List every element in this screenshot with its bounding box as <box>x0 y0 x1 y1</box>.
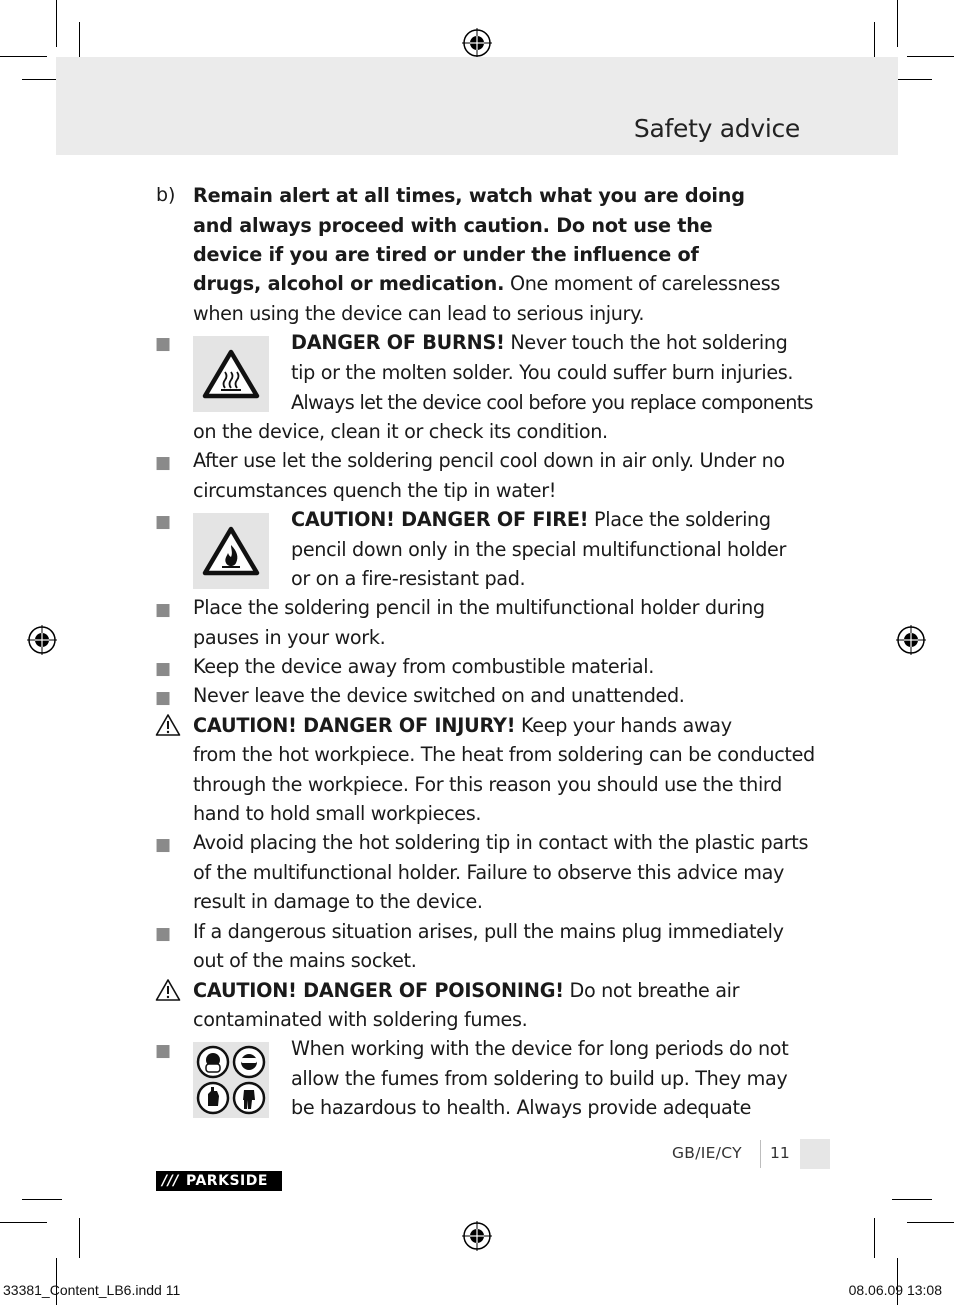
poisoning-text: Do not breathe air <box>563 979 740 1002</box>
page-title: Safety advice <box>633 114 800 143</box>
fumes-line: When working with the device for long periods do not <box>291 1037 789 1060</box>
crop-mark <box>79 1218 80 1258</box>
combustible-line: Keep the device away from combustible material. <box>193 655 654 678</box>
burns-line: on the device, clean it or check its condition. <box>193 420 608 443</box>
injury-line: from the hot workpiece. The heat from soldering can be conducted <box>193 743 815 766</box>
injury-heading: CAUTION! DANGER OF INJURY! <box>193 714 516 737</box>
burns-line <box>291 328 788 358</box>
fire-heading: CAUTION! DANGER OF FIRE! <box>291 508 589 531</box>
burns-heading: DANGER OF BURNS! <box>291 331 505 354</box>
print-slug-file: 33381_Content_LB6.indd 11 <box>3 1282 181 1298</box>
hot-surface-warning-icon <box>193 336 269 412</box>
poisoning-line: contaminated with soldering fumes. <box>193 1008 528 1031</box>
burns-line: Always let the device cool before you replace components <box>291 391 813 414</box>
flammable-warning-icon <box>193 513 269 589</box>
cooldown-line: circumstances quench the tip in water! <box>193 479 557 502</box>
footer-divider <box>760 1140 761 1168</box>
fire-text: Place the soldering <box>588 508 771 531</box>
square-bullet-icon: ■ <box>155 659 172 679</box>
crop-mark <box>874 22 875 62</box>
crop-mark <box>897 0 898 47</box>
crop-mark <box>22 1199 62 1200</box>
danger-plug-line: If a dangerous situation arises, pull the mains plug immediately <box>193 920 784 943</box>
crop-mark <box>0 56 47 57</box>
crop-mark <box>79 22 80 62</box>
crop-mark <box>907 1222 954 1223</box>
fire-line: pencil down only in the special multifunctional holder <box>291 538 787 561</box>
plastic-line: Avoid placing the hot soldering tip in contact with the plastic parts <box>193 831 809 854</box>
crop-mark <box>0 1222 47 1223</box>
footer-language: GB/IE/CY <box>672 1144 742 1162</box>
holder-line: pauses in your work. <box>193 626 386 649</box>
fire-line: or on a fire-resistant pad. <box>291 567 526 590</box>
logo-text: PARKSIDE <box>186 1173 268 1189</box>
section-b-line: Remain alert at all times, watch what you are doing <box>193 184 745 207</box>
registration-mark-icon <box>462 1221 492 1251</box>
page-number: 11 <box>770 1144 790 1162</box>
square-bullet-icon: ■ <box>155 924 172 944</box>
square-bullet-icon: ■ <box>155 600 172 620</box>
crop-mark <box>892 1199 932 1200</box>
injury-text: Keep your hands away <box>515 714 732 737</box>
holder-line: Place the soldering pencil in the multifunctional holder during <box>193 596 765 619</box>
protective-equipment-icons <box>193 1042 269 1118</box>
square-bullet-icon: ■ <box>155 835 172 855</box>
section-b-line <box>193 269 780 299</box>
registration-mark-icon <box>27 625 57 655</box>
square-bullet-icon: ■ <box>155 688 172 708</box>
poisoning-line <box>193 976 739 1006</box>
logo-slashes: /// <box>162 1173 179 1189</box>
registration-mark-icon <box>462 28 492 58</box>
injury-line: hand to hold small workpieces. <box>193 802 482 825</box>
section-b-text-tail: One moment of carelessness <box>504 272 781 295</box>
injury-line: through the workpiece. For this reason you should use the third <box>193 773 782 796</box>
section-b-line: when using the device can lead to serious injury. <box>193 302 645 325</box>
burns-text: Never touch the hot soldering <box>504 331 788 354</box>
fumes-line: be hazardous to health. Always provide adequate <box>291 1096 752 1119</box>
square-bullet-icon: ■ <box>155 1041 172 1061</box>
unattended-line: Never leave the device switched on and unattended. <box>193 684 685 707</box>
square-bullet-icon: ■ <box>155 334 172 354</box>
warning-triangle-icon <box>155 713 181 737</box>
crop-mark <box>892 79 932 80</box>
burns-line: tip or the molten solder. You could suffer burn injuries. <box>291 361 794 384</box>
section-b-line: device if you are tired or under the influence of <box>193 243 699 266</box>
square-bullet-icon: ■ <box>155 453 172 473</box>
square-bullet-icon: ■ <box>155 512 172 532</box>
fire-line <box>291 505 771 535</box>
fumes-line: allow the fumes from soldering to build up. They may <box>291 1067 788 1090</box>
poisoning-heading: CAUTION! DANGER OF POISONING! <box>193 979 564 1002</box>
danger-plug-line: out of the mains socket. <box>193 949 417 972</box>
warning-triangle-icon <box>155 978 181 1002</box>
section-b-bold-tail: drugs, alcohol or medication. <box>193 272 505 295</box>
crop-mark <box>907 56 954 57</box>
cooldown-line: After use let the soldering pencil cool down in air only. Under no <box>193 449 785 472</box>
parkside-logo <box>156 1171 282 1191</box>
crop-mark <box>874 1218 875 1258</box>
plastic-line: of the multifunctional holder. Failure to observe this advice may <box>193 861 785 884</box>
section-b-line: and always proceed with caution. Do not use the <box>193 214 713 237</box>
registration-mark-icon <box>896 625 926 655</box>
crop-mark <box>56 0 57 47</box>
print-slug-date: 08.06.09 13:08 <box>848 1282 942 1298</box>
plastic-line: result in damage to the device. <box>193 890 483 913</box>
footer-tab <box>800 1139 830 1169</box>
injury-line <box>193 711 732 741</box>
section-label: b) <box>156 184 176 206</box>
